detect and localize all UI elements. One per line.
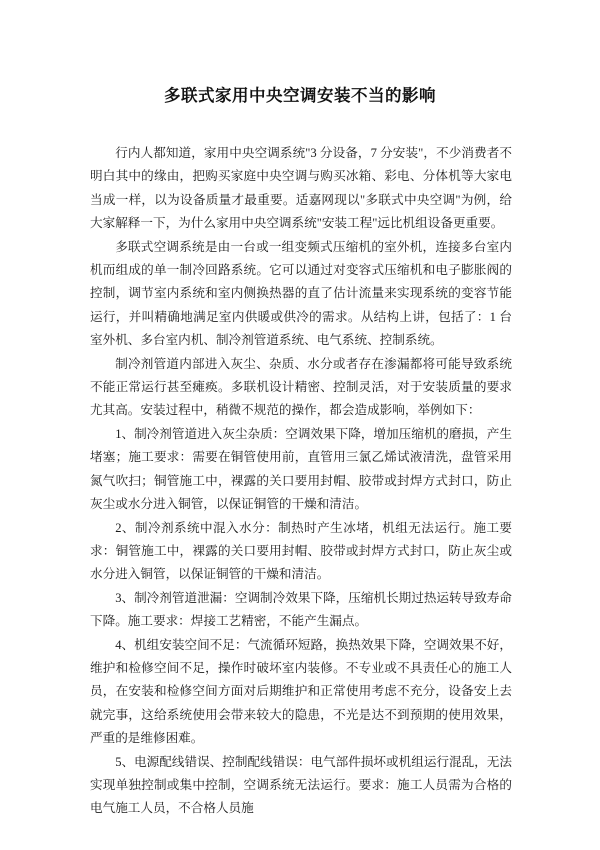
paragraph-risk-intro: 制冷剂管道内部进入灰尘、杂质、水分或者存在渗漏都将可能导致系统不能正常运行甚至瘫痪。多联机设计精密、控制灵活，对于安装质量的要求尤其高。安装过程中，稍微不规范的操作，都会造成影响，举例如下： — [90, 356, 512, 418]
paragraph-item-4: 4、机组安装空间不足：气流循环短路，换热效果下降，空调效果不好，维护和检修空间不足，操作时破坏室内装修。不专业或不具责任心的施工人员，在安装和检修空间方面对后期维护和正常使用考虑不充分，设备安上去就完事，这给系统使用会带来较大的隐患，不光是达不到预期的使用效果，严重的是维修困难。 — [90, 637, 512, 746]
paragraph-item-5: 5、电源配线错误、控制配线错误：电气部件损坏或机组运行混乱，无法实现单独控制或集中控制，空调系统无法运行。要求：施工人员需为合格的电气施工人员，不合格人员施 — [90, 754, 512, 816]
paragraph-intro: 行内人都知道，家用中央空调系统"3 分设备，7 分安装"，不少消费者不明白其中的缘由，把购买家庭中央空调与购买冰箱、彩电、分体机等大家电当成一样，以为设备质量才最重要。适嘉网现以"多联式中央空调"为例，给大家解释一下，为什么家用中央空调系统"安装工程"远比机组设备更重要。 — [90, 146, 512, 231]
paragraph-system-desc: 多联式空调系统是由一台或一组变频式压缩机的室外机，连接多台室内机而组成的单一制冷回路系统。它可以通过对变容式压缩机和电子膨胀阀的控制，调节室内系统和室内侧换热器的直了估计流量来实现系统的变容节能运行，并叫精确地满足室内供暖或供冷的需求。从结构上讲，包括了：1 台室外机、多台室内机、制冷剂管道系统、电气系统、控制系统。 — [90, 239, 512, 348]
paragraph-item-1: 1、制冷剂管道进入灰尘杂质：空调效果下降，增加压缩机的磨损，产生堵塞；施工要求：需要在铜管使用前，直管用三氯乙烯试液清洗，盘管采用氮气吹扫；铜管施工中，裸露的关口要用封帽、胶带或封焊方式封口，防止灰尘或水分进入铜管，以保证铜管的干燥和清洁。 — [90, 426, 512, 512]
paragraph-item-3: 3、制冷剂管道泄漏：空调制冷效果下降，压缩机长期过热运转导致寿命下降。施工要求：焊接工艺精密，不能产生漏点。 — [90, 590, 512, 629]
paragraph-item-2: 2、制冷剂系统中混入水分：制热时产生冰堵，机组无法运行。施工要求：铜管施工中，裸露的关口要用封帽、胶带或封焊方式封口，防止灰尘或水分进入铜管，以保证铜管的干燥和清洁。 — [90, 520, 512, 582]
document-body — [0, 142, 600, 821]
document-title: 多联式家用中央空调安装不当的影响 — [164, 86, 436, 105]
